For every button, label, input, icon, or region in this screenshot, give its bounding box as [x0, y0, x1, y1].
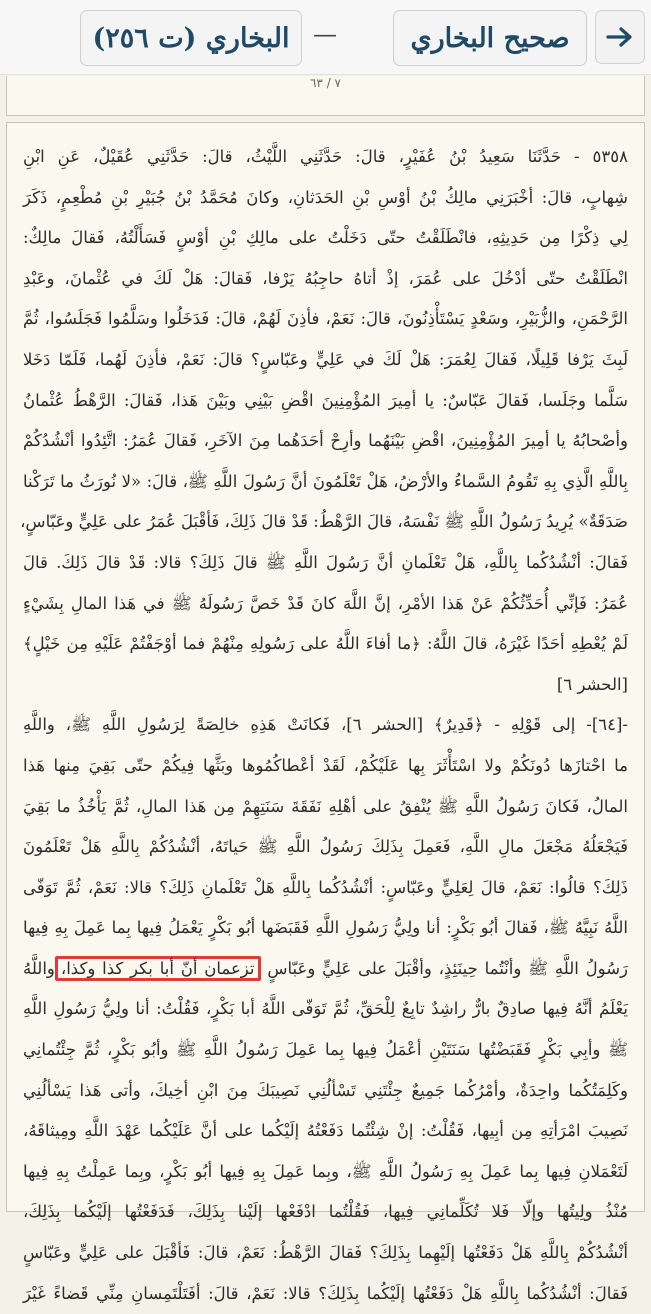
text-line: -[٦٤]- إلى قَوْلِهِ - ﴿قَدِيرٌ﴾ [الحشر ٦]، فَكانَتْ هَذِهِ خالِصَةً لِرَسُولِ اللَّهِ ﷺ، واللَّهِ — [23, 715, 629, 735]
text-line: فَقالَ: أنْشُدُكُما بِاللَّهِ هَلْ دَفَعْتُها إلَيْكُما بِذَلِكَ؟ قالا: نَعَمْ، قالَ: أفَتَلْتَمِسانِ مِنِّي قَضاءً غَيْرَ — [23, 1283, 628, 1303]
page-number: ٧ / ٦٣ — [309, 76, 341, 90]
book-title: صحيح البخاري — [410, 22, 570, 54]
arrow-right-icon — [606, 26, 634, 48]
text-line: لِي ذِكْرًا مِن حَدِيثِهِ، فانْطَلَقْتُ حتّى دَخَلْتُ على مالِكِ بْنِ أوْسٍ فَسَأَلْتُهُ، فَقالَ مالِكٌ: — [23, 228, 628, 248]
text-line: اللَّهُ نَبِيَّهُ ﷺ، فَقالَ أبُو بَكْرٍ: أنا ولِيُّ رَسُولِ اللَّهِ فَقَبَضَها أبُو بَكْرٍ يَعْمَلُ فِيها بِما عَمِلَ بِهِ فِيها — [23, 918, 628, 938]
text-line: لَتَعْمَلانِ فِيها بِما عَمِلَ بِهِ رَسُولُ اللَّهِ ﷺ، وبِما عَمِلَ بِهِ فِيها أبُو بَكْرٍ، وبِما عَمِلْتُ بِهِ فِيها — [23, 1161, 628, 1181]
text-line: عُمَرُ: فَإنِّي أُحَدِّثُكُمْ عَنْ هَذا الأمْرِ، إنَّ اللَّهَ كانَ قَدْ خَصَّ رَسُولَهُ ﷺ في هَذا المالِ بِشَيْءٍ — [23, 593, 628, 613]
text-line: المالُ، فَكانَ رَسُولُ اللَّهِ ﷺ يُنْفِقُ على أهْلِهِ نَفَقَةَ سَنَتِهِمْ مِن هَذا المالِ، ثُمَّ يَأْخُذُ ما بَقِيَ — [23, 796, 628, 816]
text-line: انْطَلَقْتُ حتّى أدْخُلَ على عُمَرَ، إذْ أتاهُ حاجِبُهُ يَرْفا، فَقالَ: هَلْ لَكَ في عُثْمانَ، وعَبْدِ — [23, 268, 628, 288]
verse-reference: [الحشر ٦] — [556, 674, 628, 694]
text-line: ٥٣٥٨ - حَدَّثَنَا سَعِيدُ بْنُ عُفَيْرٍ، قالَ: حَدَّثَنِي اللَّيْثُ، قالَ: حَدَّثَنِي عُقَيْلٌ، عَنِ ابْنِ — [23, 147, 628, 166]
text-segment: رَسُولُ اللَّهِ ﷺ وأنْتُما حِينَئِذٍ، وأقْبَلَ على عَلِيٍّ وعَبّاسٍ — [267, 958, 628, 978]
hadith-text-panel — [6, 122, 645, 1303]
text-line: أنْشُدُكُمْ بِاللَّهِ هَلْ دَفَعْتُها إلَيْهِما بِذَلِكَ؟ فَقالَ الرَّهْطُ: نَعَمْ، قالَ: فَأقْبَلَ على عَلِيٍّ وعَبّاسٍ — [23, 1243, 628, 1263]
text-segment: واللَّهُ — [23, 958, 55, 978]
text-line: الرَّحْمَنِ، والزُّبَيْرِ، وسَعْدٍ يَسْتَأْذِنُونَ، قالَ: نَعَمْ، فأذِنَ لَهُمْ، قالَ: فَدَخَلُوا وسَلَّمُوا فَجَلَسُوا، ثُمَّ — [23, 309, 628, 329]
author-name: البخاري (ت ٢٥٦) — [92, 22, 290, 54]
text-line: ما احْتازَها دُونَكُمْ ولا اسْتَأْثَرَ بِها عَلَيْكُمْ، لَقَدْ أعْطاكُمُوها وبَثَّها فِيكُمْ حتّى بَقِيَ مِنها هَذا — [23, 755, 628, 775]
author-button[interactable] — [80, 10, 302, 66]
back-button[interactable] — [595, 10, 645, 64]
text-line: فَقالَ: أنْشُدُكُما بِاللَّهِ، هَلْ تَعْلَمانِ أنَّ رَسُولَ اللَّهِ ﷺ قالَ ذَلِكَ؟ قالا: قَدْ قالَ ذَلِكَ. قالَ — [23, 552, 628, 572]
text-line: سَلَّما وجَلَسا، فَقالَ عَبّاسٌ: يا أمِيرَ المُؤْمِنِينَ اقْضِ بَيْنِي وبَيْنَ هَذا، فَقالَ: الرَّهْطُ عُثْمانُ — [23, 390, 628, 410]
text-line: ﷺ وأبِي بَكْرٍ فَقَبَضْتُها سَنَتَيْنِ أعْمَلُ فِيها بِما عَمِلَ رَسُولُ اللَّهِ ﷺ وأبُو بَكْرٍ، ثُمَّ جِئْتُمانِي — [23, 1040, 628, 1060]
text-line: بِاللَّهِ الَّذِي بِهِ تَقُومُ السَّماءُ والأرْضُ، هَلْ تَعْلَمُونَ أنَّ رَسُولَ اللَّهِ ﷺ، قالَ: «لا نُورَثُ ما تَرَكْنا — [23, 471, 628, 491]
text-line-highlighted — [23, 949, 628, 990]
title-separator: — — [313, 20, 337, 48]
text-line: لَمْ يُعْطِهِ أحَدًا غَيْرَهُ، قالَ اللَّهُ: ﴿ما أفاءَ اللَّهُ على رَسُولِهِ مِنْهُمْ فما أوْجَفْتُمْ عَلَيْهِ مِن خَيْلٍ﴾ — [23, 634, 628, 654]
text-line: مُنْذُ ولِيتُها وإلّا فَلا تُكَلِّمانِي فِيها، فَقُلْتُما ادْفَعْها إلَيْنا بِذَلِكَ، فَدَفَعْتُها إلَيْكُما بِذَلِكَ، — [23, 1202, 628, 1222]
text-line: شِهابٍ، قالَ: أخْبَرَنِي مالِكُ بْنُ أوْسِ بْنِ الحَدَثانِ، وكانَ مُحَمَّدُ بْنُ جُبَيْرِ بْنِ مُطْعِمٍ، ذَكَرَ — [23, 187, 628, 207]
book-title-button[interactable] — [393, 10, 587, 66]
top-bar — [0, 0, 651, 75]
text-line: نَصِيبَ امْرَأتِهِ مِن أبِيها، فَقُلْتُ: إنْ شِئْتُما دَفَعْتُهُ إلَيْكُما على أنَّ عَلَيْكُما عَهْدَ اللَّهِ ومِيثاقَهُ، — [23, 1121, 628, 1141]
text-line: يَعْلَمُ أنَّهُ فِيها صادِقٌ بارٌّ راشِدٌ تابِعٌ لِلْحَقِّ، ثُمَّ تَوَفّى اللَّهُ أبا بَكْرٍ، فَقُلْتُ: أنا ولِيُّ رَسُولِ اللَّهِ — [23, 999, 628, 1019]
highlighted-phrase: تزعمان أنّ أبا بكر كذا وكذا، — [55, 956, 261, 981]
text-line: صَدَقَةٌ» يُرِيدُ رَسُولُ اللَّهِ ﷺ نَفْسَهُ، قالَ الرَّهْطُ: قَدْ قالَ ذَلِكَ، فَأقْبَلَ عُمَرُ على عَلِيٍّ وعَبّاسٍ، — [20, 512, 628, 532]
text-line: فَيَجْعَلُهُ مَجْعَلَ مالِ اللَّهِ، فَعَمِلَ بِذَلِكَ رَسُولُ اللَّهِ ﷺ حَياتَهُ، أنْشُدُكُمْ بِاللَّهِ هَلْ تَعْلَمُونَ — [23, 837, 628, 857]
page-indicator-bar — [6, 76, 645, 116]
text-line: لَبِثَ يَرْفا قَلِيلًا، فَقالَ لِعُمَرَ: هَلْ لَكَ في عَلِيٍّ وعَبّاسٍ؟ قالَ: نَعَمْ، فأذِنَ لَهُما، فَلَمّا دَخَلا — [23, 349, 628, 369]
text-line: وأصْحابُهُ يا أمِيرَ المُؤْمِنِينَ، اقْضِ بَيْنَهُما وأرِحْ أحَدَهُما مِنَ الآخَرِ، فَقالَ عُمَرُ: اتَّئِدُوا أنْشُدُكُمْ — [23, 431, 628, 451]
text-line: وكَلِمَتُكُما واحِدَةٌ، وأمْرُكُما جَمِيعٌ جِئْتَنِي تَسْألُنِي نَصِيبَكَ مِنَ ابْنِ أخِيكَ، وأتى هَذا يَسْألُنِي — [23, 1080, 628, 1100]
text-line: ذَلِكَ؟ قالُوا: نَعَمْ، قالَ لِعَلِيٍّ وعَبّاسٍ: أنْشُدُكُما بِاللَّهِ هَلْ تَعْلَمانِ ذَلِكَ؟ قالا: نَعَمْ، ثُمَّ تَوَفّى — [23, 877, 628, 897]
